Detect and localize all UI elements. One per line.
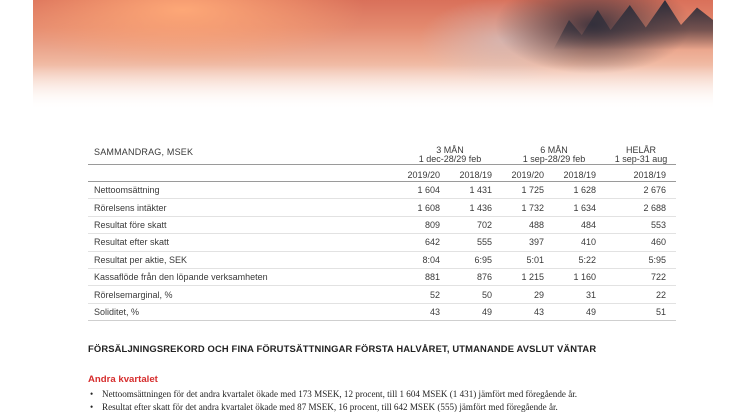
table-cell: 410 <box>554 234 606 251</box>
table-cell: 702 <box>450 216 502 233</box>
table-cell: 43 <box>398 303 450 320</box>
column-header-row <box>88 165 676 182</box>
table-cell: 1 725 <box>502 182 554 199</box>
bullet-text: Nettoomsättningen för det andra kvartalet ökade med 173 MSEK, 12 procent, till 1 604 MSEK (1 431) jämfört med föregående år. <box>102 389 578 399</box>
hero-image <box>33 0 713 110</box>
hero-treeline <box>553 0 713 50</box>
table-cell: 49 <box>450 303 502 320</box>
table-cell: 809 <box>398 216 450 233</box>
table-cell: 1 732 <box>502 199 554 216</box>
row-label: Resultat per aktie, SEK <box>88 251 398 268</box>
table-cell: 1 436 <box>450 199 502 216</box>
table-cell: 8:04 <box>398 251 450 268</box>
table-row <box>88 303 676 320</box>
group-header-6-man <box>502 140 606 164</box>
table-cell: 52 <box>398 286 450 303</box>
row-label: Soliditet, % <box>88 303 398 320</box>
table-cell: 6:95 <box>450 251 502 268</box>
list-item <box>90 401 577 414</box>
table-cell: 5:01 <box>502 251 554 268</box>
table-cell: 1 215 <box>502 268 554 285</box>
column-header: 2019/20 <box>502 165 554 182</box>
group-label: HELÅR <box>625 145 656 155</box>
table-cell: 642 <box>398 234 450 251</box>
table-row <box>88 268 676 285</box>
group-label: 6 MÅN <box>540 145 568 155</box>
column-header: 2018/19 <box>450 165 502 182</box>
table-cell: 51 <box>606 303 676 320</box>
table-cell: 460 <box>606 234 676 251</box>
group-sublabel: 1 sep-31 aug <box>614 154 668 164</box>
subheading-andra-kvartalet: Andra kvartalet <box>88 374 158 385</box>
bullet-list <box>90 388 577 414</box>
table-row <box>88 182 676 199</box>
table-cell: 43 <box>502 303 554 320</box>
group-label: 3 MÅN <box>436 145 464 155</box>
row-label: Resultat efter skatt <box>88 234 398 251</box>
table-cell: 49 <box>554 303 606 320</box>
table-cell: 1 604 <box>398 182 450 199</box>
bullet-dot-icon: • <box>90 389 94 399</box>
bullet-text: Resultat efter skatt för det andra kvartalet ökade med 87 MSEK, 16 procent, till 642 MSEK (555) jämfört med föregående år. <box>102 402 558 412</box>
table-cell: 553 <box>606 216 676 233</box>
table-cell: 488 <box>502 216 554 233</box>
table-cell: 31 <box>554 286 606 303</box>
section-heading: FÖRSÄLJNINGSREKORD OCH FINA FÖRUTSÄTTNINGAR FÖRSTA HALVÅRET, UTMANANDE AVSLUT VÄNTAR <box>88 343 597 354</box>
table-cell: 484 <box>554 216 606 233</box>
table-row <box>88 199 676 216</box>
hero-fade <box>33 65 713 110</box>
table-cell: 1 160 <box>554 268 606 285</box>
row-label: Rörelsens intäkter <box>88 199 398 216</box>
column-header: 2019/20 <box>398 165 450 182</box>
table-cell: 50 <box>450 286 502 303</box>
group-sublabel: 1 dec-28/29 feb <box>418 154 482 164</box>
summary-title: SAMMANDRAG, MSEK <box>94 147 194 157</box>
column-header: 2018/19 <box>606 165 676 182</box>
group-sublabel: 1 sep-28/29 feb <box>522 154 586 164</box>
group-header-3-man <box>398 140 502 164</box>
table-row <box>88 234 676 251</box>
table-cell: 1 634 <box>554 199 606 216</box>
row-label: Kassaflöde från den löpande verksamheten <box>88 268 398 285</box>
table-cell: 5:95 <box>606 251 676 268</box>
row-label: Rörelsemarginal, % <box>88 286 398 303</box>
table-cell: 29 <box>502 286 554 303</box>
list-item <box>90 388 577 401</box>
table-cell: 1 608 <box>398 199 450 216</box>
table-cell: 1 628 <box>554 182 606 199</box>
table-cell: 22 <box>606 286 676 303</box>
row-label: Nettoomsättning <box>88 182 398 199</box>
table-row <box>88 286 676 303</box>
row-label: Resultat före skatt <box>88 216 398 233</box>
table-cell: 1 431 <box>450 182 502 199</box>
table-row <box>88 216 676 233</box>
table-cell: 555 <box>450 234 502 251</box>
table-cell: 2 688 <box>606 199 676 216</box>
column-header: 2018/19 <box>554 165 606 182</box>
table-row <box>88 251 676 268</box>
group-header-helar <box>606 140 676 164</box>
summary-table <box>88 140 676 321</box>
table-cell: 397 <box>502 234 554 251</box>
table-cell: 876 <box>450 268 502 285</box>
table-cell: 2 676 <box>606 182 676 199</box>
table-cell: 5:22 <box>554 251 606 268</box>
table-cell: 881 <box>398 268 450 285</box>
table-cell: 722 <box>606 268 676 285</box>
bullet-dot-icon: • <box>90 402 94 412</box>
